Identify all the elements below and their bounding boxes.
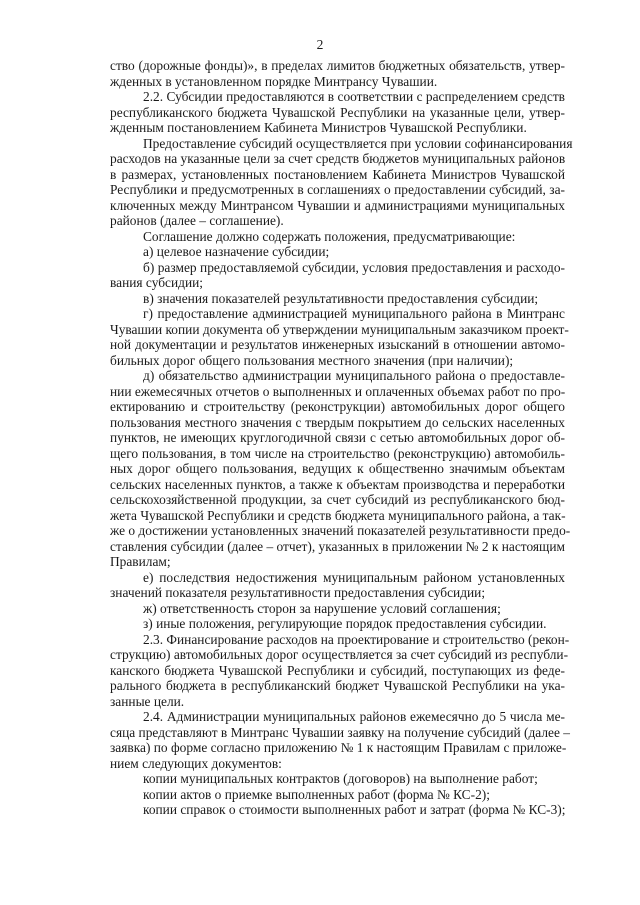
text-line: заявка) по форме согласно приложению № 1 к настоящим Правилам с приложе- [110, 740, 567, 755]
paragraph [110, 135, 573, 229]
paragraph [110, 709, 570, 771]
text-line: 2.3. Финансирование расходов на проектирование и строительство (рекон- [143, 631, 570, 647]
text-line: республиканского бюджета Чувашской Республики на указанные цели, утвер- [110, 104, 565, 120]
text-line: ектированию и строительству (реконструкции) автомобильных дорог общего [110, 399, 565, 414]
text-line: пунктов, не имеющих круглогодичной связи с сетью автомобильных дорог об- [110, 430, 565, 445]
document-body [110, 58, 573, 818]
paragraph [110, 89, 565, 136]
text-line: Правилам; [110, 554, 171, 569]
text-line: канского бюджета Чувашской Республики и субсидий, поступающих из феде- [110, 662, 565, 678]
text-line: щего пользования, в том числе на строительство (реконструкцию) автомобиль- [110, 445, 565, 461]
paragraph [110, 787, 565, 803]
text-line: рального бюджета в республиканский бюджет Чувашской Республики на ука- [110, 678, 565, 693]
text-line: в) значения показателей результативности предоставления субсидии; [143, 290, 539, 306]
text-line: ных дорог общего пользования, ведущих к общественно значимым объектам [110, 461, 565, 476]
text-line: г) предоставление администрацией муниципального района в Минтранс [143, 306, 565, 321]
paragraph [110, 260, 565, 291]
text-line: занные цели. [110, 693, 185, 709]
text-line: жденных в установленном порядке Минтрансу Чувашии. [110, 73, 438, 89]
paragraph [110, 771, 565, 787]
text-line: сельскохозяйственной продукции, за счет субсидий из республиканского бюд- [110, 492, 565, 507]
text-line: значений показателя результативности предоставления субсидии; [110, 585, 486, 600]
text-line: а) целевое назначение субсидии; [143, 244, 330, 259]
text-line: в размерах, установленных постановлением Кабинета Министров Чувашской [110, 166, 565, 182]
text-line: Соглашение должно содержать положения, предусматривающие: [143, 228, 516, 244]
paragraph [110, 631, 570, 710]
text-line: Чувашии копии документа об утверждении муниципальным заказчиком проект- [110, 321, 569, 337]
paragraph [110, 306, 569, 368]
paragraph [110, 244, 565, 260]
text-line: нием следующих документов: [110, 755, 282, 771]
paragraph [110, 616, 565, 632]
text-line: ключенных между Минтрансом Чувашии и администрациями муниципальных [110, 197, 565, 213]
text-line: ставления субсидии (далее – отчет), указанных в приложении № 2 к настоящим [110, 538, 566, 554]
paragraph [110, 58, 565, 89]
text-line: з) иные положения, регулирующие порядок предоставления субсидии. [143, 616, 547, 631]
text-line: сяца представляют в Минтранс Чувашии заявку на получение субсидий (далее – [110, 724, 570, 740]
text-line: б) размер предоставляемой субсидии, условия предоставления и расходо- [143, 259, 565, 275]
text-line: бильных дорог общего пользования местного значения (при наличии); [110, 352, 514, 368]
text-line: Республики и предусмотренных в соглашениях о предоставлении субсидий, за- [110, 182, 565, 197]
text-line: струкцию) автомобильных дорог осуществляется за счет субсидий из республи- [110, 647, 569, 662]
text-line: копии справок о стоимости выполненных работ и затрат (форма № КС-3); [143, 802, 566, 817]
text-line: районов (далее – соглашение). [110, 213, 284, 228]
text-line: ной документации и результатов инженерных изысканий в отношении автомо- [110, 337, 565, 352]
text-line: сельских населенных пунктов, а также к объектам производства и переработки [110, 476, 565, 492]
text-line: копии актов о приемке выполненных работ (форма № КС-2); [143, 786, 490, 802]
text-line: 2.4. Администрации муниципальных районов ежемесячно до 5 числа ме- [143, 709, 565, 724]
text-line: же о достижении установленных значений показателей результативности предо- [110, 523, 571, 538]
text-line: жета Чувашской Республики и средств бюджета муниципального района, а так- [110, 507, 566, 523]
paragraph [110, 291, 565, 307]
paragraph [110, 570, 565, 601]
text-line: нии ежемесячных отчетов о выполненных и оплаченных объемах работ по про- [110, 383, 566, 399]
text-line: расходов на указанные цели за счет средств бюджетов муниципальных районов [110, 151, 566, 166]
text-line: пользования местного значения с твердым покрытием до сельских населенных [110, 414, 565, 430]
paragraph [110, 229, 565, 245]
text-line: Предоставление субсидий осуществляется при условии софинансирования [143, 135, 573, 151]
text-line: копии муниципальных контрактов (договоров) на выполнение работ; [143, 771, 538, 786]
paragraph [110, 368, 571, 570]
page-number: 2 [316, 37, 324, 52]
paragraph [110, 601, 565, 617]
text-line: д) обязательство администрации муниципального района о предоставле- [143, 368, 565, 383]
text-line: ство (дорожные фонды)», в пределах лимитов бюджетных обязательств, утвер- [110, 58, 565, 73]
text-line: ж) ответственность сторон за нарушение условий соглашения; [143, 600, 501, 616]
text-line: жденным постановлением Кабинета Министров Чувашской Республики. [110, 120, 527, 135]
text-line: е) последствия недостижения муниципальным районом установленных [143, 569, 565, 585]
paragraph [110, 802, 565, 818]
text-line: вания субсидии; [110, 275, 204, 290]
text-line: 2.2. Субсидии предоставляются в соответствии с распределением средств [143, 89, 565, 104]
